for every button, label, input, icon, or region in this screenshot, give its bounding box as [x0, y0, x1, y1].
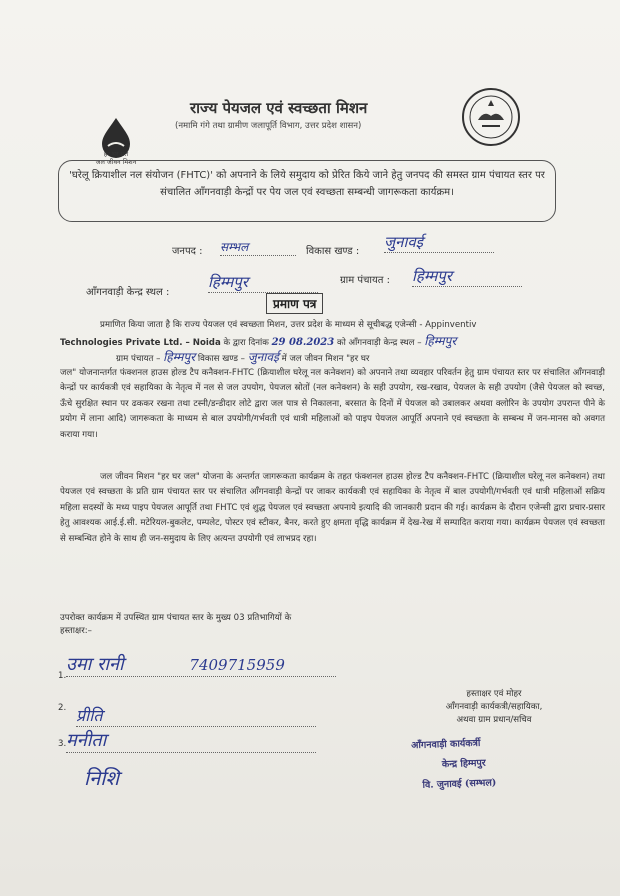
stamp-line-2: केन्द्र हिम्मपुर	[441, 757, 486, 771]
gp-inline-label: ग्राम पंचायत –	[116, 354, 164, 364]
block-value: जुनावई	[384, 232, 494, 253]
event-date: 29 08.2023	[271, 337, 335, 348]
mission-inline-text: में जल जीवन मिशन "हर घर	[278, 354, 370, 364]
agency-name: Technologies Private Ltd. – Noida	[60, 338, 221, 348]
gp-value: हिम्मपुर	[412, 266, 522, 287]
center-value: हिम्मपुर	[208, 272, 318, 293]
stamp-instructions	[394, 688, 594, 727]
para1-body: जल" योजनान्तर्गत फंक्शनल हाउस होल्ड टैप कनैक्शन-FHTC (क्रियाशील घरेलू नल कनेक्शन) को अपनाने तथा व्यवहार परिवर्तन हेतु ग्राम पंचायत स्तर पर संचालित आँगनवाड़ी केन्द्रों पर कार्यकत्री एवं सहायिका के नेतृत्व में नल से जल उपयोग, पेयजल स्रोतों (नल कनेक्शन) के सही उपयोग, रख-रखाव, पेयजल के सही उपयोग (जैसे पेयजल को स्वच्छ, ऊँचे सुरक्षित स्थान पर ढककर रखना तथा टस्नी/डन्डीदार लोटे द्वारा जल पात्र से निकालना, बरसात के दिनों में पेयजल को उबालकर अथवा क्लोरिन के उपयोग उपरान्त पीने के प्रयोग में लाना आदि) जागरूकता के माध्यम से बाल उपयोगी/गर्भवती एवं धात्री महिलाओं को पाइप पेयजल आपूर्ति अपनाने एवं स्वच्छता के सम्बन्ध में जन-मानस को अवगत कराया गया।	[60, 368, 605, 440]
signature-1-phone: 7409715959	[189, 656, 285, 674]
center-site-value: हिम्मपुर	[424, 334, 457, 348]
up-government-seal-icon	[460, 86, 522, 148]
right-label-1: हस्ताक्षर एवं मोहर	[466, 689, 522, 699]
para1-line3	[116, 350, 600, 367]
stamp-line-3: वि. जुनावई (सम्भल)	[422, 777, 497, 791]
signature-4: निशि	[84, 766, 120, 790]
gp-label: ग्राम पंचायत :	[340, 275, 391, 286]
logo-left-text-2: जल जीवन मिशन	[95, 158, 137, 166]
signatories-intro-line2: हस्ताक्षर:–	[60, 626, 92, 636]
signatories-intro	[60, 612, 460, 638]
district-value: सम्भल	[220, 238, 296, 256]
right-label-2: आँगनवाड़ी कार्यकत्री/सहायिका,	[445, 702, 543, 712]
para1-line2	[60, 334, 600, 351]
signature-2: प्रीति	[76, 704, 316, 727]
center-site-label: को आँगनवाड़ी केन्द्र स्थल –	[334, 338, 425, 348]
signature-1-name: उमा रानी	[66, 654, 124, 675]
center-label: आँगनवाड़ी केन्द्र स्थल :	[86, 287, 170, 298]
block-inline-label: विकास खण्ड –	[195, 354, 248, 364]
sig-number-1: 1.	[58, 671, 67, 681]
district-label: जनपद :	[172, 246, 203, 257]
gp-inline-value: हिम्मपुर	[163, 350, 196, 364]
right-label-3: अथवा ग्राम प्रधान/सचिव	[456, 715, 532, 725]
signature-3: मनीता	[66, 728, 316, 753]
para2-body: जल जीवन मिशन "हर घर जल" योजना के अन्तर्गत जागरूकता कार्यक्रम के तहत फंक्शनल हाउस होल्ड टैप कनैक्शन-FHTC (क्रियाशील घरेलू नल कनेक्शन) तथा पेयजल एवं स्वच्छता के प्रति ग्राम पंचायत स्तर पर संचालित आँगनवाड़ी केन्द्रों पर जाकर कार्यकत्री एवं सहायिका के नेतृत्व में बाल उपयोगी/गर्भवती एवं धात्री महिलाओं सक्रिय महिला सदस्यों के मध्य पाइप पेयजल आपूर्ति तथा FHTC एवं शुद्ध पेयजल एवं स्वच्छता अपनाये इत्यादि की जानकारी प्रदान की गई। कार्यक्रम के दौरान एजेन्सी द्वारा प्रचार-प्रसार हेतु आवश्यक आई.ई.सी. मटेरियल-बुकलेट, पम्पलेट, पोस्टर एवं स्टीकर, बैनर, करते हुए क्षमता वृद्धि कार्यक्रम में देख-रेख में सम्पादित कराया गया। कार्यक्रम पेयजल एवं स्वच्छता से सम्बन्धित होने के साथ ही जन-समुदाय के लिए अत्यन्त उपयोगी एवं लाभप्रद रहा।	[60, 472, 605, 544]
certificate-title: प्रमाण पत्र	[266, 293, 323, 314]
para1-line1: प्रमाणित किया जाता है कि राज्य पेयजल एवं स्वच्छता मिशन, उत्तर प्रदेश के माध्यम से सूचीबद्ध एजेन्सी - Appinventiv	[100, 320, 477, 330]
program-banner: 'घरेलू क्रियाशील नल संयोजन (FHTC)' को अपनाने के लिये समुदाय को प्रेरित किये जाने हेतु जनपद की समस्त ग्राम पंचायत स्तर पर संचालित आँगनवाड़ी केन्द्रों पर पेय जल एवं स्वच्छता सम्बन्धी जागरूकता कार्यक्रम।	[58, 160, 556, 222]
stamp-line-1: आँगनवाड़ी कार्यकर्त्री	[410, 737, 481, 752]
sig-number-2: 2.	[58, 703, 67, 713]
logo-left-text-1: हर घर प्रत	[103, 150, 129, 158]
signature-1	[66, 652, 336, 677]
block-label: विकास खण्ड :	[306, 246, 360, 257]
block-inline-value: जुनावई	[247, 350, 279, 364]
department-subtitle: (नमामि गंगे तथा ग्रामीण जलापूर्ति विभाग, उत्तर प्रदेश शासन)	[175, 121, 362, 131]
anganwadi-stamp	[411, 732, 543, 804]
signatories-intro-line1: उपरोक्त कार्यक्रम में उपस्थित ग्राम पंचायत स्तर के मुख्य 03 प्रतिभागियों के	[60, 613, 292, 623]
date-label: के द्वारा दिनांक	[220, 338, 272, 348]
sig-number-3: 3.	[58, 739, 67, 749]
mission-title: राज्य पेयजल एवं स्वच्छता मिशन	[190, 99, 368, 117]
